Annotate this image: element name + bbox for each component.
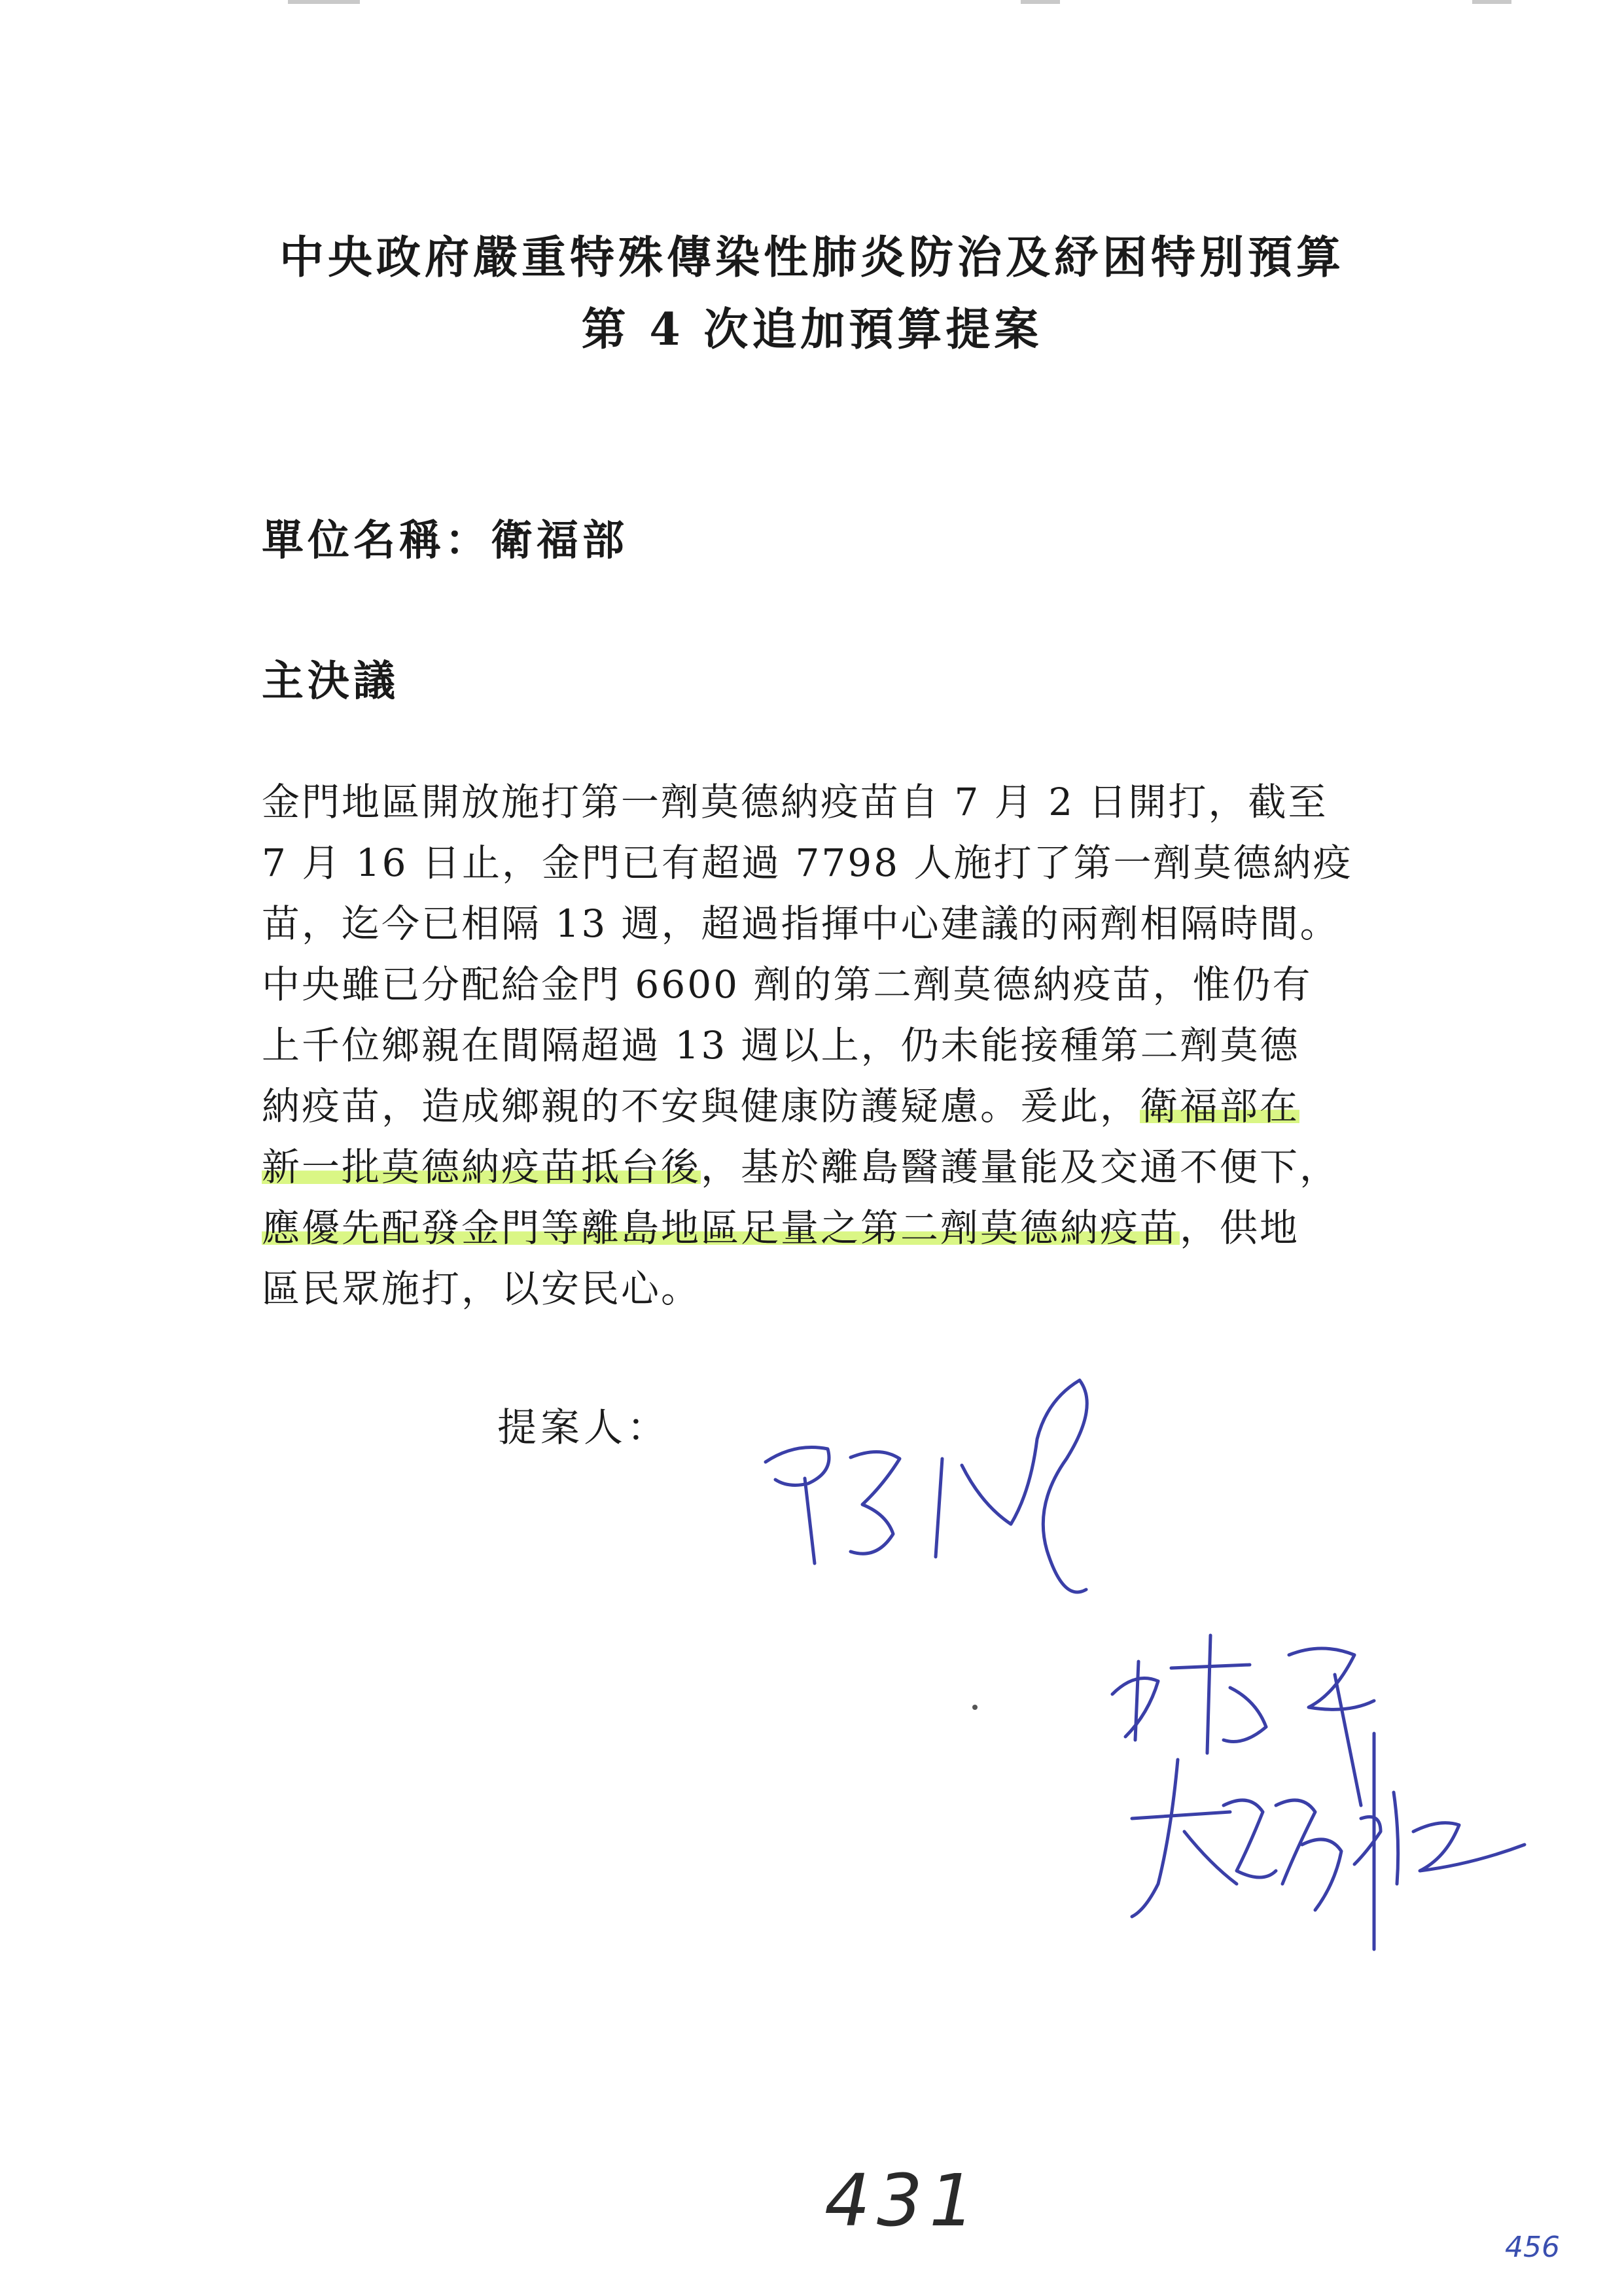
highlighted-text: 新一批莫德納疫苗抵台後 — [262, 1145, 701, 1189]
body-line — [262, 1015, 1387, 1076]
signature-3-stroke — [1394, 1792, 1398, 1884]
body-line — [262, 894, 1387, 954]
body-text-segment: ，供地 — [1180, 1206, 1300, 1250]
body-text-segment: 金門地區開放施打第一劑莫德納疫苗自 7 月 2 日開打，截至 — [262, 780, 1328, 824]
unit-name-label: 單位名稱：衛福部 — [262, 516, 628, 565]
signature-3-stroke — [1132, 1760, 1178, 1917]
signature-1-stroke — [851, 1452, 900, 1554]
document-title-line2: 第 4 次追加預算提案 — [581, 304, 1043, 356]
signature-2-stroke — [1112, 1679, 1158, 1737]
signature-3-stroke — [1224, 1800, 1276, 1877]
signature-1-stroke — [936, 1459, 942, 1557]
signature-2-stroke — [1289, 1648, 1374, 1709]
signature-3-stroke — [1413, 1823, 1525, 1871]
section-heading: 主決議 — [262, 657, 399, 706]
body-line — [262, 954, 1387, 1015]
signature-2-stroke — [1135, 1661, 1139, 1740]
signature-2-stroke — [1207, 1635, 1210, 1753]
highlighted-text: 衛福部在 — [1140, 1084, 1300, 1128]
highlighted-text: 應優先配發金門等離島地區足量之第二劑莫德納疫苗 — [262, 1206, 1180, 1250]
scan-mark-top-right — [1472, 0, 1511, 4]
body-text-segment: 中央雖已分配給金門 6600 劑的第二劑莫德納疫苗，惟仍有 — [262, 962, 1313, 1007]
body-line — [262, 772, 1387, 833]
signature-2-stroke — [1171, 1665, 1250, 1668]
body-line — [262, 1137, 1387, 1198]
signature-1-stroke — [766, 1448, 829, 1486]
proposer-label: 提案人： — [497, 1405, 670, 1451]
body-text-segment: 7 月 16 日止，金門已有超過 7798 人施打了第一劑莫德納疫 — [262, 841, 1353, 885]
document-title-line1: 中央政府嚴重特殊傳染性肺炎防治及紓困特別預算 — [279, 232, 1345, 284]
signature-3-stroke — [1184, 1832, 1237, 1884]
signature-3-stroke — [1132, 1812, 1230, 1818]
page-number-handwritten: 431 — [824, 2159, 981, 2242]
signature-3-stroke — [1276, 1800, 1315, 1884]
signature-1-stroke — [962, 1380, 1087, 1592]
body-text-segment: 上千位鄉親在間隔超過 13 週以上，仍未能接種第二劑莫德 — [262, 1023, 1300, 1068]
body-text-segment: 區民眾施打，以安民心。 — [262, 1266, 701, 1311]
scan-mark-top-left — [288, 0, 360, 4]
body-line — [262, 1198, 1387, 1259]
signature-3-stroke — [1354, 1817, 1381, 1865]
body-line — [262, 1076, 1387, 1137]
body-text-segment: 苗，迄今已相隔 13 週，超過指揮中心建議的兩劑相隔時間。 — [262, 901, 1340, 946]
page-number-corner: 456 — [1505, 2231, 1560, 2264]
body-text-segment: 納疫苗，造成鄉親的不安與健康防護疑慮。爰此， — [262, 1084, 1140, 1128]
signature-3-stroke — [1302, 1839, 1341, 1910]
resolution-body — [262, 772, 1387, 1319]
scan-mark-top-mid — [1021, 0, 1060, 4]
body-line — [262, 833, 1387, 894]
signature-2-stroke — [1335, 1675, 1361, 1805]
ink-dot — [972, 1705, 978, 1710]
body-text-segment: ，基於離島醫護量能及交通不便下， — [701, 1145, 1340, 1189]
body-line — [262, 1259, 1387, 1319]
signature-1-stroke — [805, 1478, 815, 1563]
signature-2-stroke — [1224, 1688, 1266, 1742]
